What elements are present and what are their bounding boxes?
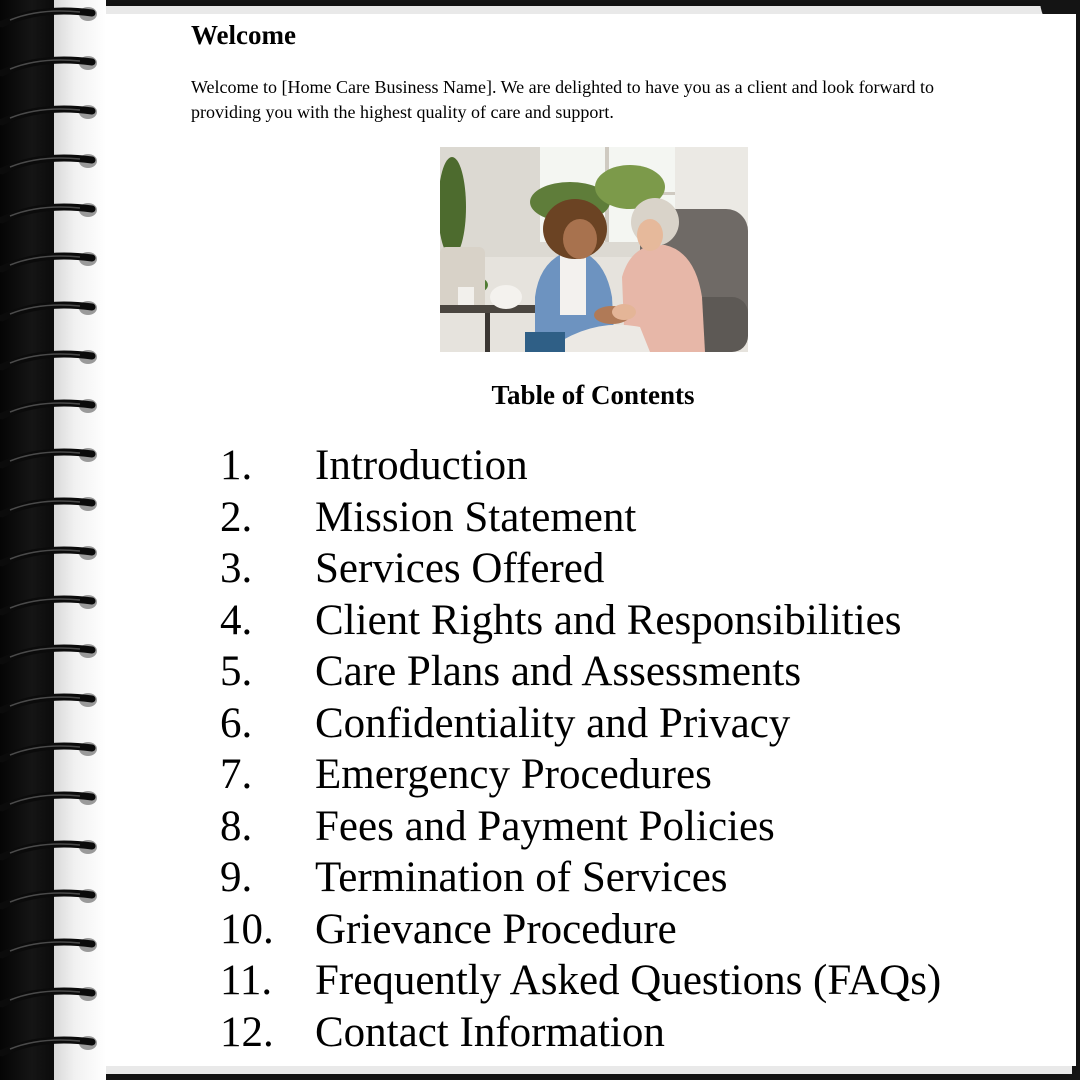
toc-item	[220, 801, 941, 853]
caregiver-photo-illustration	[440, 147, 748, 352]
toc-item-label: Frequently Asked Questions (FAQs)	[315, 957, 942, 1004]
toc-item-label: Introduction	[315, 442, 528, 489]
toc-item	[220, 595, 941, 647]
caregiver-photo	[440, 147, 748, 352]
toc-item-label: Grievance Procedure	[315, 905, 677, 953]
toc-item-label: Confidentiality and Privacy	[315, 699, 791, 747]
toc-item-label: Services Offered	[315, 545, 605, 592]
toc-item	[220, 646, 941, 698]
toc-item	[220, 543, 941, 595]
toc-item-label: Mission Statement	[315, 493, 637, 541]
toc-heading: Table of Contents	[491, 380, 695, 410]
toc-item-label: Termination of Services	[315, 854, 728, 901]
toc-item	[220, 698, 941, 750]
toc-item	[220, 904, 941, 956]
toc-item-number: 11.	[220, 957, 273, 1004]
toc-item-number: 10.	[220, 905, 274, 953]
toc-item-number: 7.	[220, 751, 253, 798]
toc-item-number: 5.	[220, 648, 253, 695]
toc-item	[220, 749, 941, 801]
toc-item-label: Contact Information	[315, 1008, 665, 1056]
toc-item-number: 12.	[220, 1008, 274, 1056]
toc-item-number: 4.	[220, 596, 253, 644]
toc-item-number: 8.	[220, 802, 253, 850]
toc-item-label: Care Plans and Assessments	[315, 648, 802, 695]
document-page	[106, 14, 1076, 1066]
toc-item	[220, 852, 941, 904]
toc-item	[220, 1007, 941, 1059]
spiral-coils	[0, 0, 112, 1080]
welcome-paragraph: Welcome to [Home Care Business Name]. We are delighted to have you as a client and look forward to providing you with the highest quality of care and support.	[191, 77, 935, 122]
toc-item-number: 2.	[220, 493, 253, 541]
toc-item-label: Client Rights and Responsibilities	[315, 596, 902, 644]
toc-item	[220, 955, 941, 1007]
welcome-heading: Welcome	[191, 20, 296, 50]
toc-item-number: 9.	[220, 854, 253, 901]
toc-list	[220, 440, 941, 1058]
spiral-binding	[0, 0, 112, 1080]
toc-item-number: 3.	[220, 545, 253, 592]
toc-item-label: Fees and Payment Policies	[315, 802, 775, 850]
toc-item-number: 1.	[220, 442, 253, 489]
toc-item-label: Emergency Procedures	[315, 751, 712, 798]
toc-item	[220, 492, 941, 544]
toc-item	[220, 440, 941, 492]
toc-item-number: 6.	[220, 699, 253, 747]
